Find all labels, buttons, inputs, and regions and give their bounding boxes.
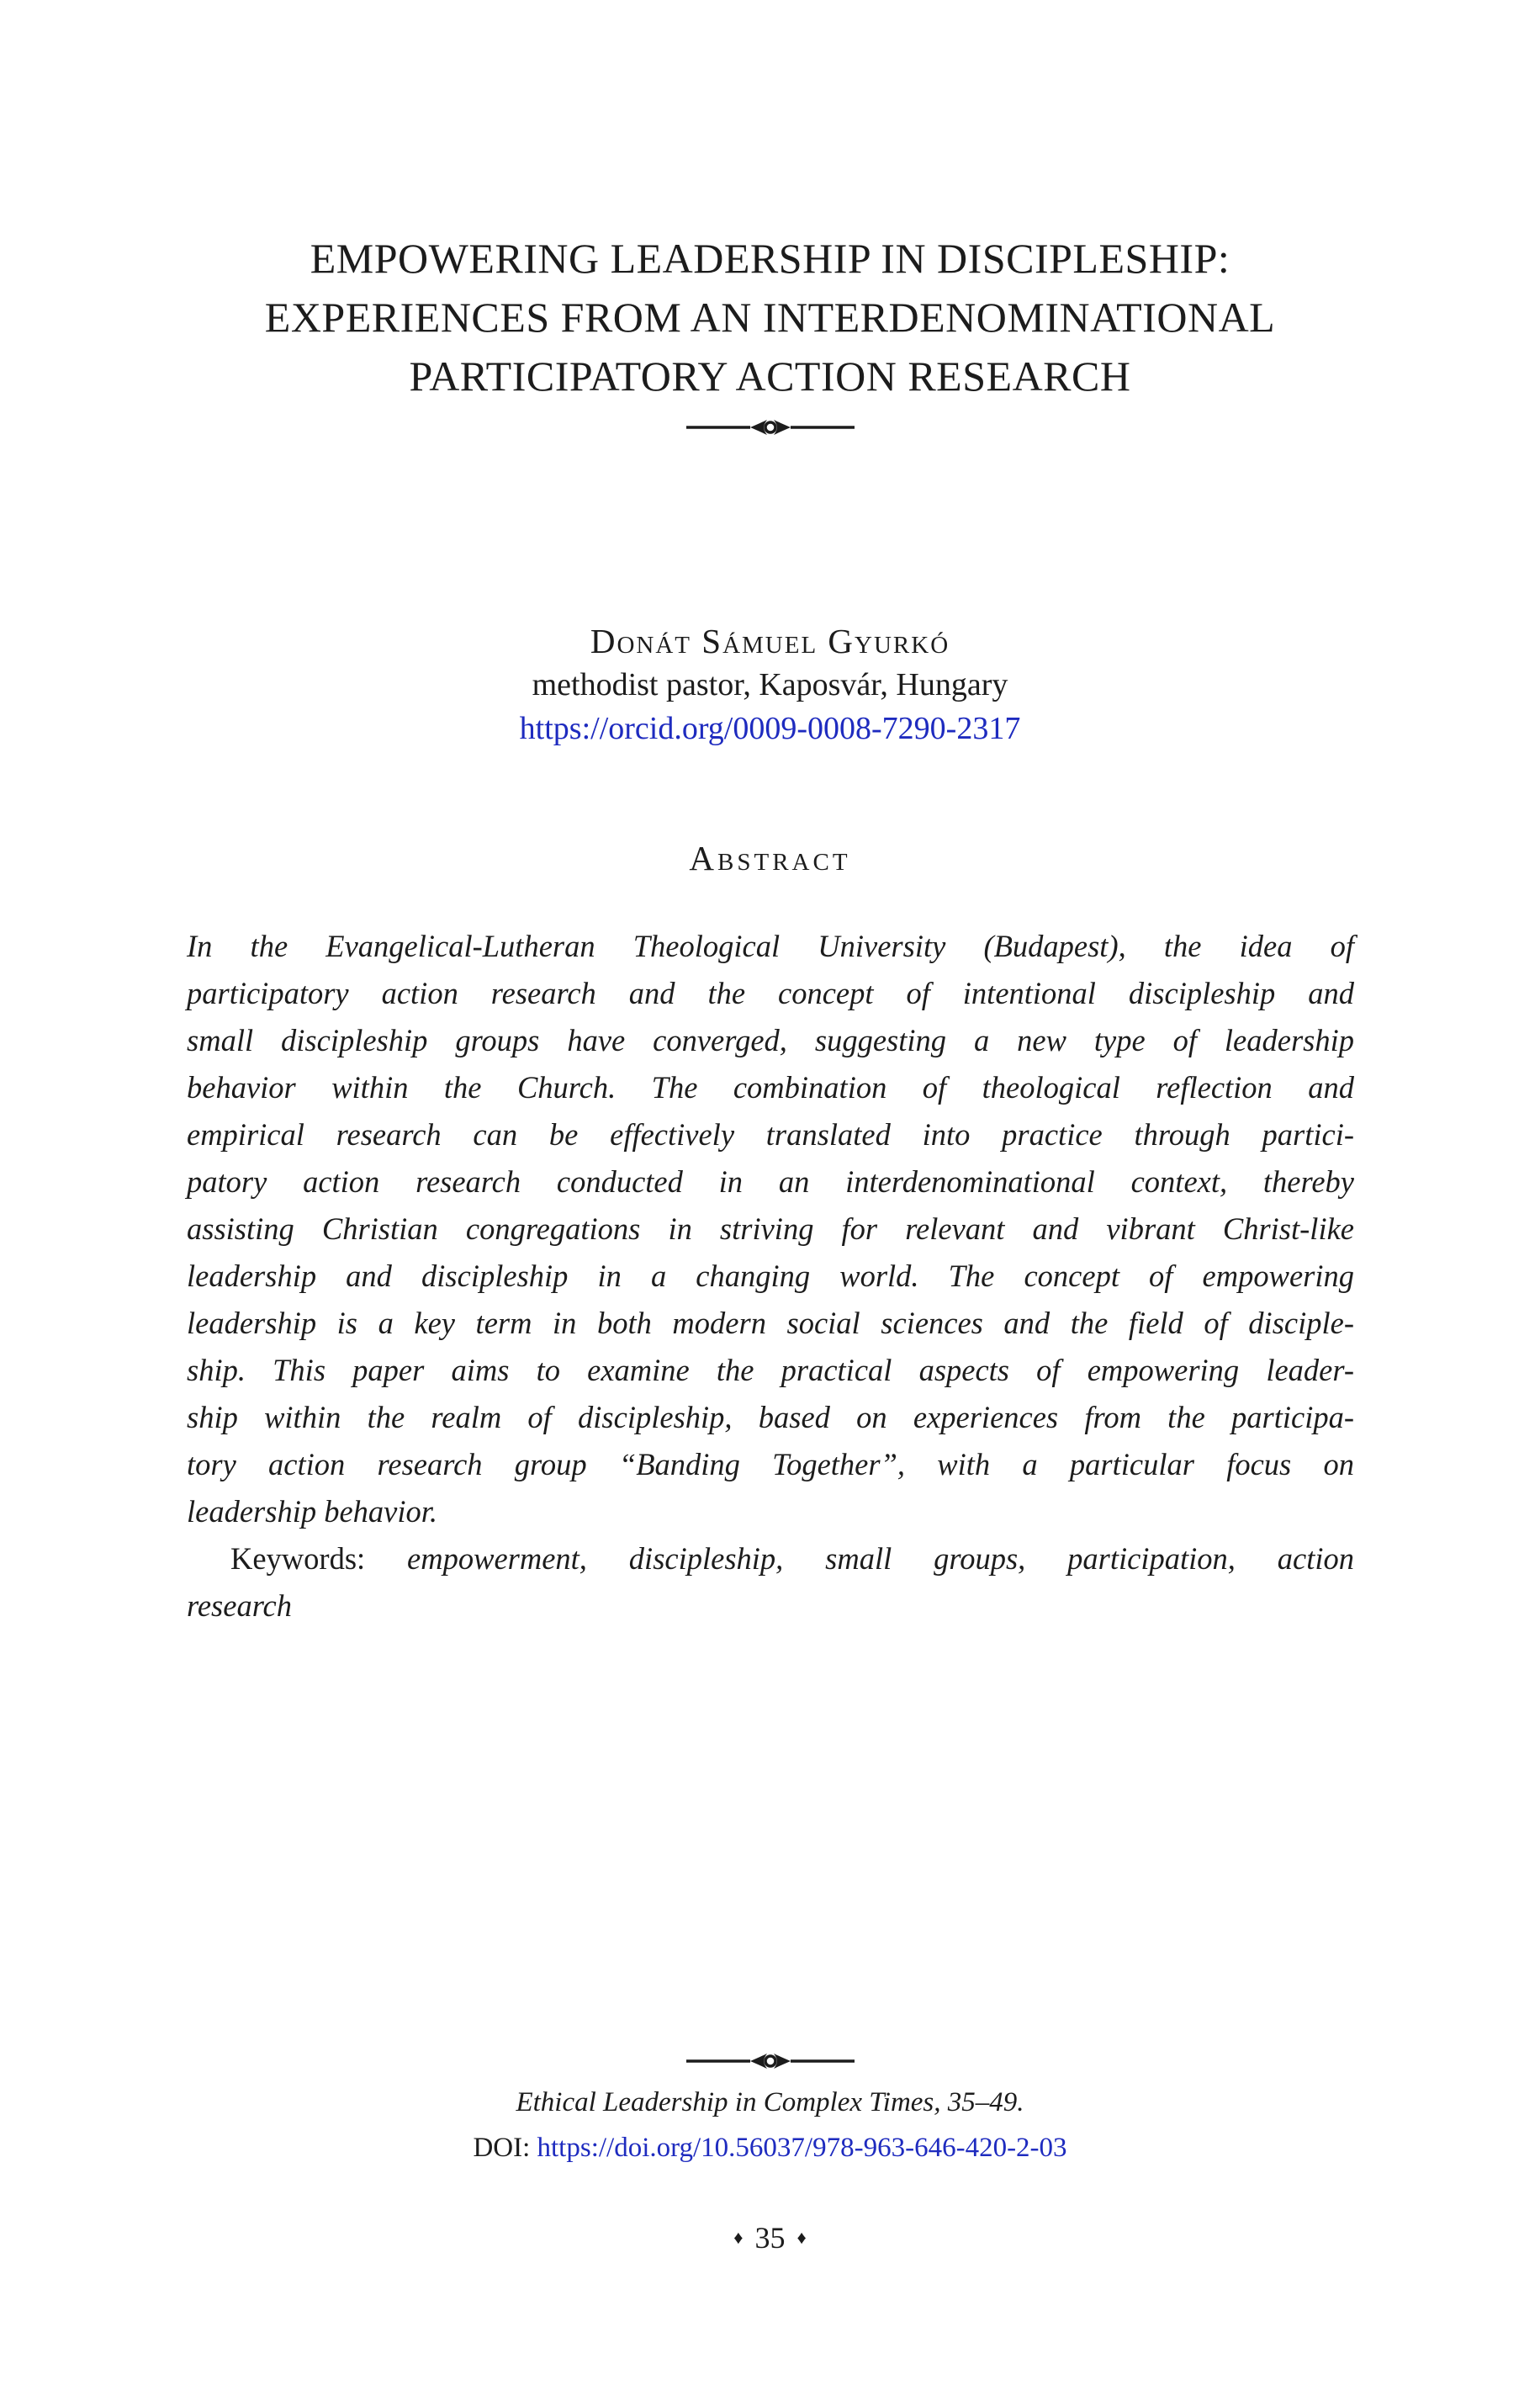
- abstract-line: ship within the realm of discipleship, based on experiences from the participa-: [187, 1400, 1354, 1434]
- abstract-line: leadership and discipleship in a changing world. The concept of empowering: [187, 1259, 1354, 1293]
- keywords-line: research: [187, 1588, 293, 1623]
- page-number: [0, 2219, 1540, 2256]
- abstract-heading: Abstract: [689, 839, 851, 877]
- doi-link[interactable]: https://doi.org/10.56037/978-963-646-420-2-03: [537, 2133, 1067, 2163]
- abstract-line: small discipleship groups have converged, suggesting a new type of leadership: [187, 1023, 1354, 1057]
- page-number-right-diamond-icon: ♦: [796, 2227, 807, 2248]
- author-block: [0, 619, 1540, 750]
- doi-label: DOI:: [473, 2133, 531, 2163]
- title-line-2: EXPERIENCES FROM AN INTERDENOMINATIONAL: [264, 294, 1276, 341]
- page-number-left-diamond-icon: ♦: [733, 2227, 744, 2248]
- abstract-line: behavior within the Church. The combination of theological reflection and: [187, 1070, 1354, 1105]
- keywords-label: Keywords:: [230, 1541, 366, 1576]
- divider-ornament-icon: [686, 416, 855, 439]
- author-affiliation: methodist pastor, Kaposvár, Hungary: [532, 667, 1008, 702]
- abstract-line: ship. This paper aims to examine the practical aspects of empowering leader-: [187, 1353, 1354, 1387]
- page-number-value: 35: [754, 2221, 786, 2255]
- footer-book-title: Ethical Leadership in Complex Times, 35–49.: [516, 2087, 1024, 2117]
- keywords-text: empowerment, discipleship, small groups, participation, action: [407, 1541, 1355, 1576]
- abstract-line: In the Evangelical-Lutheran Theological University (Budapest), the idea of: [187, 929, 1354, 963]
- divider-ornament-icon: [686, 2049, 855, 2073]
- abstract-body: [187, 923, 1354, 1630]
- abstract-line: patory action research conducted in an interdenominational context, thereby: [187, 1164, 1354, 1199]
- abstract-line: tory action research group “Banding Together”, with a particular focus on: [187, 1447, 1354, 1481]
- footer-divider: [0, 2049, 1540, 2077]
- abstract-line: leadership behavior.: [187, 1494, 438, 1529]
- keywords-line: [187, 1535, 1354, 1582]
- page-title: [0, 229, 1540, 405]
- abstract-line: empirical research can be effectively translated into practice through partici-: [187, 1117, 1354, 1152]
- abstract-line: participatory action research and the concept of intentional discipleship and: [187, 976, 1354, 1010]
- footer-doi-line: [0, 2129, 1540, 2166]
- abstract-line: leadership is a key term in both modern social sciences and the field of disciple-: [187, 1306, 1354, 1340]
- abstract-line: assisting Christian congregations in striving for relevant and vibrant Christ-like: [187, 1211, 1354, 1246]
- title-divider: [0, 416, 1540, 443]
- author-name: Donát Sámuel Gyurkó: [590, 622, 950, 660]
- title-line-3: PARTICIPATORY ACTION RESEARCH: [409, 352, 1131, 400]
- orcid-link[interactable]: https://orcid.org/0009-0008-7290-2317: [519, 711, 1021, 746]
- title-line-1: EMPOWERING LEADERSHIP IN DISCIPLESHIP:: [310, 235, 1230, 282]
